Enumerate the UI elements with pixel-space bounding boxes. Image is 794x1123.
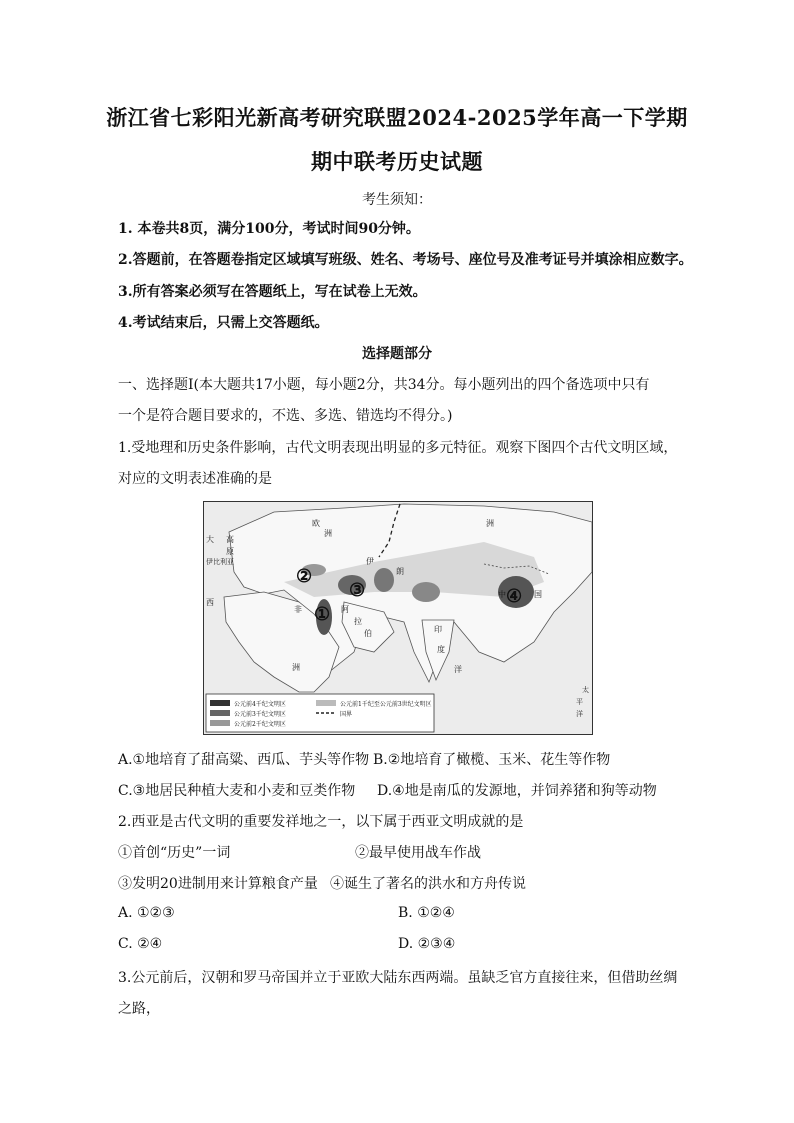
q2-option-b: B. ①②④ bbox=[398, 905, 455, 921]
map-label-africa2: 洲 bbox=[292, 663, 300, 672]
legend-item-4: 公元前1千纪至公元前3世纪文明区 bbox=[340, 701, 432, 708]
map-label-ocean: 洋 bbox=[454, 665, 462, 674]
legend-item-2: 公元前3千纪文明区 bbox=[234, 711, 286, 718]
q1-option-c: C.③地居民种植大麦和小麦和豆类作物 bbox=[118, 783, 356, 799]
map-label-taiping1: 太 bbox=[582, 686, 589, 694]
map-marker-1: ① bbox=[314, 604, 331, 625]
map-label-asia: 洲 bbox=[486, 519, 494, 528]
notice-item-4: 4.考试结束后，只需上交答题纸。 bbox=[118, 315, 329, 331]
map-label-india1: 印 bbox=[434, 625, 442, 634]
q2-item-3: ③发明20进制用来计算粮食产量 bbox=[118, 876, 318, 892]
map-label-iran2: 朗 bbox=[396, 567, 404, 576]
map-marker-2: ② bbox=[296, 566, 313, 587]
map-label-big: 大 bbox=[206, 535, 214, 544]
map-label-taiping3: 洋 bbox=[576, 710, 583, 718]
q2-item-4: ④诞生了著名的洪水和方舟传说 bbox=[330, 876, 526, 892]
q1-option-d: D.④地是南瓜的发源地，并饲养猪和狗等动物 bbox=[377, 783, 657, 799]
section-intro-line2: 一个是符合题目要求的，不选、多选、错选均不得分。) bbox=[118, 408, 453, 424]
map-label-arab3: 伯 bbox=[364, 629, 372, 638]
ancient-civilization-map bbox=[203, 501, 593, 735]
q2-option-d: D. ②③④ bbox=[398, 936, 456, 952]
q2-item-2: ②最早使用战车作战 bbox=[355, 845, 481, 861]
map-marker-3: ③ bbox=[349, 580, 366, 601]
map-label-arab1: 阿 bbox=[341, 605, 349, 614]
map-label-iran1: 伊 bbox=[366, 557, 374, 566]
notice-item-1: 1. 本卷共8页，满分100分，考试时间90分钟。 bbox=[118, 221, 420, 237]
q1-stem-line1: 1.受地理和历史条件影响，古代文明表现出明显的多元特征。观察下图四个古代文明区域， bbox=[118, 440, 678, 456]
notice-item-2: 2.答题前，在答题卷指定区域填写班级、姓名、考场号、座位号及准考证号并填涂相应数字。 bbox=[118, 252, 693, 268]
map-label-arab2: 拉 bbox=[354, 617, 362, 626]
q2-stem: 2.西亚是古代文明的重要发祥地之一，以下属于西亚文明成就的是 bbox=[118, 814, 524, 830]
map-label-west: 西 bbox=[206, 598, 214, 607]
map-label-europe1: 欧 bbox=[312, 519, 320, 528]
notice-item-3: 3.所有答案必须写在答题纸上，写在试卷上无效。 bbox=[118, 284, 427, 300]
notice-heading: 考生须知： bbox=[362, 192, 432, 208]
map-label-china2: 国 bbox=[534, 590, 542, 599]
map-label-china: 中 bbox=[498, 590, 506, 599]
map-label-taiping2: 平 bbox=[576, 698, 583, 706]
exam-title-line2: 期中联考历史试题 bbox=[311, 149, 483, 174]
map-label-africa1: 非 bbox=[294, 605, 302, 614]
map-label-iberia: 伊比利亚 bbox=[206, 558, 234, 566]
q2-item-1: ①首创“历史”一词 bbox=[118, 845, 231, 861]
q2-option-a: A. ①②③ bbox=[118, 905, 175, 921]
q1-option-b: B.②地培育了橄榄、玉米、花生等作物 bbox=[373, 752, 611, 768]
exam-title-line1: 浙江省七彩阳光新高考研究联盟2024-2025学年高一下学期 bbox=[106, 105, 688, 130]
legend-item-1: 公元前4千纪文明区 bbox=[234, 701, 286, 708]
map-label-india2: 度 bbox=[437, 645, 445, 654]
q2-option-c: C. ②④ bbox=[118, 936, 163, 952]
legend-item-5: 国界 bbox=[340, 711, 353, 718]
section-heading: 选择题部分 bbox=[362, 346, 432, 362]
q1-stem-line2: 对应的文明表述准确的是 bbox=[118, 471, 272, 487]
map-marker-4: ④ bbox=[506, 586, 523, 607]
legend-item-3: 公元前2千纪文明区 bbox=[234, 721, 286, 728]
q3-stem-line2: 之路， bbox=[118, 1001, 160, 1017]
map-label-europe2: 洲 bbox=[324, 529, 332, 538]
section-intro-line1: 一、选择题Ⅰ(本大题共17小题，每小题2分，共34分。每小题列出的四个备选项中只有 bbox=[118, 377, 650, 393]
q3-stem-line1: 3.公元前后，汉朝和罗马帝国并立于亚欧大陆东西两端。虽缺乏官方直接往来，但借助丝绸 bbox=[118, 970, 678, 986]
map-label-plateau2: 原 bbox=[226, 547, 234, 556]
q1-option-a: A.①地培育了甜高粱、西瓜、芋头等作物 bbox=[118, 752, 370, 768]
map-label-plateau1: 高 bbox=[226, 535, 234, 544]
